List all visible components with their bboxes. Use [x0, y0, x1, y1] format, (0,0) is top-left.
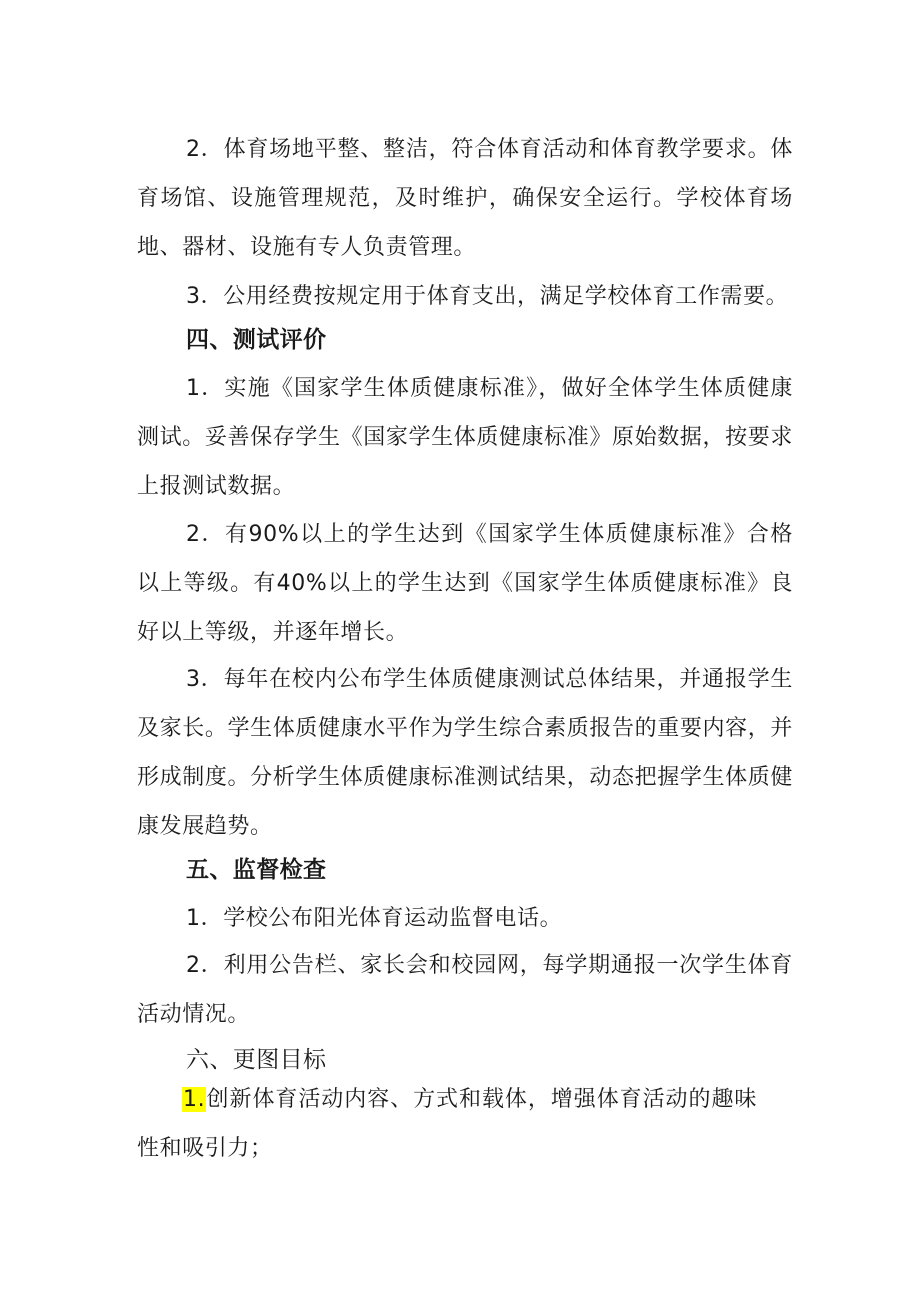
paragraph-supervise-1: 1．学校公布阳光体育运动监督电话。 [186, 906, 563, 931]
paragraph-test-3: 3．每年在校内公布学生体质健康测试总体结果，并通报学生及家长。学生体质健康水平作为学生综合素质报告的重要内容，并形成制度。分析学生体质健康标准测试结果，动态把握学生体质健康发展趋势。 [137, 667, 793, 839]
paragraph-supervise-2: 2．利用公告栏、家长会和校园网，每学期通报一次学生体育活动情况。 [137, 953, 793, 1027]
paragraph-test-1: 1．实施《国家学生体质健康标准》，做好全体学生体质健康测试。妥善保存学生《国家学生体质健康标准》原始数据，按要求上报测试数据。 [137, 376, 793, 499]
section-heading-supervision: 五、监督检查 [186, 857, 327, 883]
paragraph-facilities: 2．体育场地平整、整洁，符合体育活动和体育教学要求。体育场馆、设施管理规范，及时维护，确保安全运行。学校体育场地、器材、设施有专人负责管理。 [137, 137, 793, 260]
paragraph-funding: 3．公用经费按规定用于体育支出，满足学校体育工作需要。 [186, 284, 789, 309]
section-heading-testing: 四、测试评价 [186, 327, 327, 353]
section-heading-goals: 六、更图目标 [186, 1047, 327, 1073]
paragraph-goal-1 [137, 1075, 757, 1173]
paragraph-test-2: 2．有90%以上的学生达到《国家学生体质健康标准》合格以上等级。有40%以上的学生达到《国家学生体质健康标准》良好以上等级，并逐年增长。 [137, 522, 793, 645]
goal-1-text: 创新体育活动内容、方式和载体，增强体育活动的趣味性和吸引力； [137, 1087, 757, 1161]
highlighted-list-number: 1. [183, 1087, 206, 1112]
